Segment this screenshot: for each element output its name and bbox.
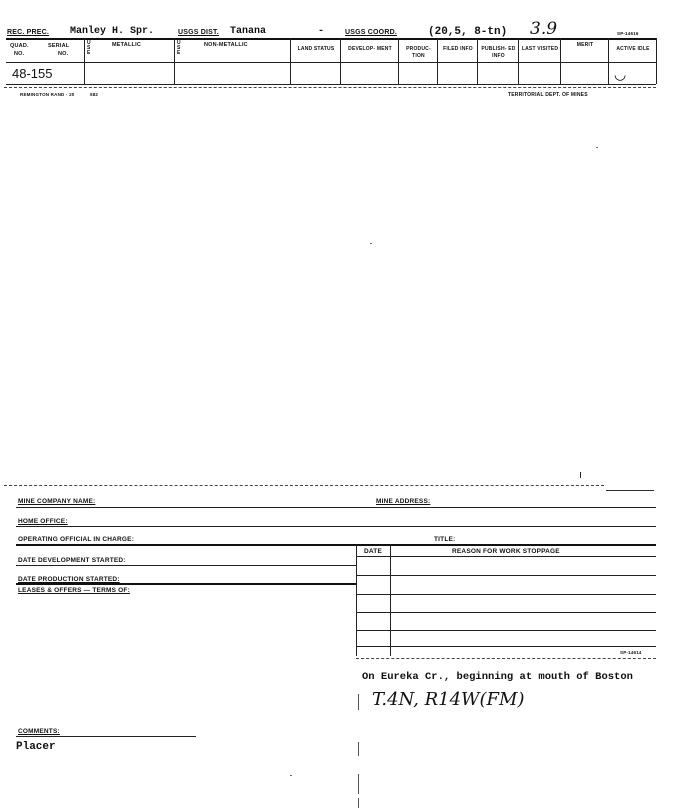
col-divider <box>518 38 519 84</box>
col-divider <box>656 38 657 84</box>
coord-handwritten: 3.9 <box>530 19 558 39</box>
usgs-dist-dash: - <box>318 26 325 37</box>
header-merit: MERIT <box>576 42 594 48</box>
header-bottom-rule <box>6 62 656 63</box>
rec-prec-value: Manley H. Spr. <box>70 26 155 37</box>
margin-tick <box>358 742 359 756</box>
rec-prec-label: REC. PREC. <box>7 29 50 36</box>
tick-mark <box>580 472 581 478</box>
quad-serial-value: 48-155 <box>12 66 53 81</box>
printer-note: REMINGTON RAND - 20 <box>20 92 75 97</box>
row-bottom-rule <box>6 84 656 85</box>
dept-note: TERRITORIAL DEPT. OF MINES <box>508 92 588 98</box>
header-serial: SERIAL <box>48 43 70 49</box>
header-metallic: METALLIC <box>112 42 141 48</box>
header-land-status: LAND STATUS <box>297 46 335 52</box>
date-col-label: DATE <box>364 548 383 555</box>
header-filed-info: FILED INFO <box>443 46 473 52</box>
speck <box>290 775 292 776</box>
date-col-divider <box>390 544 391 656</box>
usgs-dist-value: Tanana <box>230 26 267 37</box>
col-divider <box>340 38 341 84</box>
active-mark: ◡ <box>614 66 627 82</box>
col-divider <box>290 38 291 84</box>
mine-company-label: MINE COMPANY NAME: <box>18 498 96 505</box>
header-production: PRODUC- TION <box>406 46 431 59</box>
title-label: TITLE: <box>434 536 456 543</box>
top-form-code: SP-14616 <box>617 31 639 36</box>
perforation-line <box>4 87 656 88</box>
header-active-idle: ACTIVE IDLE <box>616 46 650 52</box>
operating-official-label: OPERATING OFFICIAL IN CHARGE: <box>18 536 135 543</box>
mine-company-rule <box>16 507 656 508</box>
mine-address-label: MINE ADDRESS: <box>376 498 431 505</box>
margin-tick <box>358 798 359 808</box>
header-quad: QUAD. <box>10 43 29 49</box>
header-no: NO. <box>58 51 69 57</box>
col-divider <box>84 38 85 84</box>
date-development-label: DATE DEVELOPMENT STARTED: <box>18 557 126 564</box>
table-left-border <box>356 544 357 656</box>
col-divider <box>560 38 561 84</box>
bottom-form-code: SP-14614 <box>620 650 642 655</box>
header-use-nonmetallic: USE <box>177 40 181 56</box>
comments-rule <box>16 736 196 737</box>
header-non-metallic: NON-METALLIC <box>204 42 248 48</box>
col-divider <box>174 38 175 84</box>
table-row-rule <box>356 575 656 576</box>
reason-label: REASON FOR WORK STOPPAGE <box>452 548 560 555</box>
table-row-rule <box>356 612 656 613</box>
date-dev-rule <box>16 565 356 566</box>
speck <box>596 147 598 148</box>
col-divider <box>398 38 399 84</box>
home-office-label: HOME OFFICE: <box>18 518 68 525</box>
table-row-rule <box>356 594 656 595</box>
date-production-label: DATE PRODUCTION STARTED: <box>18 576 120 583</box>
official-rule <box>16 544 656 546</box>
col-divider <box>437 38 438 84</box>
date-prod-rule <box>16 583 356 585</box>
location-text: On Eureka Cr., beginning at mouth of Boston <box>362 671 633 683</box>
table-row-rule <box>356 646 656 647</box>
usgs-dist-label: USGS DIST. <box>178 29 219 36</box>
comments-value: Placer <box>16 741 56 753</box>
usgs-coord-label: USGS COORD. <box>345 29 397 36</box>
header-development: DEVELOP- MENT <box>348 46 392 52</box>
header-published-info: PUBLISH- ED INFO <box>481 46 516 59</box>
header-use-metallic: USE <box>87 40 91 56</box>
bottom-card-edge <box>4 485 604 486</box>
reason-header-rule <box>356 556 656 557</box>
col-divider <box>608 38 609 84</box>
home-office-rule <box>16 526 656 527</box>
col-divider <box>477 38 478 84</box>
printer-code: 582 <box>90 92 99 97</box>
comments-label: COMMENTS: <box>18 728 60 735</box>
margin-tick <box>358 774 359 794</box>
edge-curve <box>606 490 654 491</box>
table-bottom-dash <box>356 658 656 659</box>
leases-label: LEASES & OFFERS — TERMS OF: <box>18 587 130 594</box>
table-row-rule <box>356 630 656 631</box>
speck <box>370 243 372 244</box>
header-no: NO. <box>14 51 25 57</box>
header-last-visited: LAST VISITED <box>521 46 559 52</box>
handwritten-location: T.4N, R14W(FM) <box>372 689 525 710</box>
margin-tick <box>358 694 359 710</box>
coord-value: (20,5, 8-tn) <box>428 26 508 38</box>
top-rule <box>6 38 656 40</box>
